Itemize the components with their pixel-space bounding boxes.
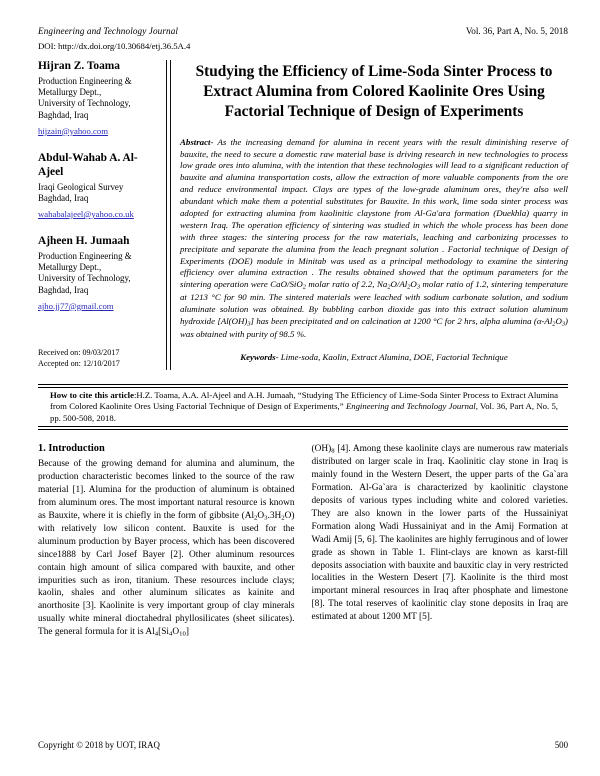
title-abstract-column — [180, 60, 568, 370]
intro-paragraph-left: Because of the growing demand for alumina and aluminum, the production characteristic becomes linked to the source of the raw material [1]. Alumina for the production of aluminum is obtained from aluminum ores. The most important natural resource is known as Bauxite, where it is chiefly in the form of gibbsite $(Al_2O_3.3H_2O)$ with relatively low silicon content. Bauxite is used for the aluminum production by Bayer process, which has been discovered since1888 by Carl Josef Bayer [2]. Other aluminum resources contain high amount of silica compared with bauxite, and other impurities such as iron, titanium. These resources include clays; kaolin, shales and other aluminum silicates as kainite and anorthosite [3]. Kaolinite is very important group of clay minerals usually white mineral dioctahedral phyllosilicates (sheet silicates). The general formula for it is $Al_4[Si_4O_{10}]$ — [38, 459, 295, 638]
cite-body: :H.Z. Toama, A.A. Al-Ajeel and A.H. Jumaah, “Studying The Efficiency of Lime-Soda Sinter Process to Extract Alumina from Colored Kaolinite Ores Using Factorial Technique of Design of Experiments,” — [50, 389, 558, 412]
volume-info: Vol. 36, Part A, No. 5, 2018 — [465, 26, 568, 36]
column-right — [312, 443, 569, 639]
intro-paragraph-right: $(OH)_8$ [4]. Among these kaolinite clays are numerous raw materials distributed on larger scale in Iraq. Kaolinitic clay stone in Iraq is mainly found in the Western Desert, the upper parts of the Ga`ara Formation. Al-Ga`ara is characterized by kaolinitic claystone deposits of various types including white and colored varieties. They are also known in the lower parts of the Hussainiyat Formation along Wadi Hussainiyat and in the Amij Formation at Wadi Amij [5, 6]. The kaolinites are highly ferruginous and of lower grade as shown in Table 1. Flint-clays are known as karst-fill deposits association with bauxite and bauxitic clay in very restricted localities in the Western Desert [7]. Kaolinite is the third most important mineral resources in Iraq after phosphate and limestone [8]. The total reserves of kaolinitic clay stone deposits in Iraq are estimated at about 1200 MT [5]. — [311, 444, 568, 623]
author-name: Abdul-Wahab A. Al-Ajeel — [38, 151, 138, 178]
affiliation-line: Baghdad, Iraq — [38, 284, 89, 295]
affiliation-line: Metallurgy Dept., — [38, 87, 102, 98]
affiliation-line: University of Technology, — [38, 273, 131, 284]
author-entry — [38, 235, 158, 314]
author-affiliation — [38, 251, 158, 296]
keywords-text: - Lime-soda, Kaolin, Extract Alumina, DOE, Factorial Technique — [275, 351, 508, 362]
vertical-divider — [166, 60, 171, 370]
affiliation-line: Production Engineering & — [38, 250, 132, 261]
section-heading-introduction: 1. Introduction — [38, 443, 105, 455]
affiliation-line: Production Engineering & — [38, 75, 132, 86]
running-head — [38, 26, 568, 36]
received-date: Received on: 09/03/2017 — [38, 347, 120, 357]
author-email-link[interactable]: wahabalajeel@yahoo.co.uk — [38, 209, 134, 220]
body-columns — [38, 443, 568, 639]
affiliation-line: Iraqi Geological Survey — [38, 181, 124, 192]
author-entry — [38, 152, 158, 222]
author-email-link[interactable]: hijzain@yahoo.com — [38, 125, 109, 136]
submission-dates — [38, 348, 158, 370]
cite-tail: , Vol. 36, Part A, No. 5, pp. 500-508, 2018. — [50, 401, 558, 423]
page-number: 500 — [554, 740, 568, 750]
page-footer — [38, 740, 568, 750]
author-affiliation — [38, 182, 158, 204]
cite-journal: Engineering and Technology Journal — [345, 401, 476, 412]
keywords-label: Keywords — [240, 351, 276, 362]
author-email-link[interactable]: ajho.jj77@gmail.com — [38, 300, 114, 311]
accepted-date: Accepted on: 12/10/2017 — [38, 358, 120, 368]
how-to-cite-box — [38, 384, 568, 430]
affiliation-line: Baghdad, Iraq — [38, 109, 89, 120]
affiliation-line: University of Technology, — [38, 98, 131, 109]
copyright-text: Copyright © 2018 by UOT, IRAQ — [38, 740, 160, 750]
affiliation-line: Metallurgy Dept., — [38, 262, 102, 273]
author-affiliation — [38, 76, 158, 121]
abstract-text: - As the increasing demand for alumina in recent years with the result diminishing reserve of bauxite, the need to secure a domestic raw material base is driving research in new technologies to process low grade ores into alumina, with the intention that these technologies will lead to a significant reduction of bauxite and alumina transportation costs, allow the extraction of more valuable components from the ore and reduce environmental impact. Clays are types of the low-grade aluminum ores, they're also well abundant which make them a potential substitutes for Bauxite. In this work, lime soda sinter process was adopted for extracting alumina from kaolinitic claystone from Al-Ga'ara formation (Duekhla) quarry in western Iraq. The operation efficiency of sintering was studied in which the whole process has been done with three stages: the sintering process for the raw materials, leaching and carbonizing processes to precipitate and separate the alumina from the leach pregnant solution . Factorial technique of Design of Experiments (DOE) module in Minitab was used as a principal methodology to examine the sintering efficiency over alumina extraction . The results obtained showed that the optimum parameters for the sintering operation were CaO/SiO$_2$ molar ratio of 2.2, $Na_2O/Al_2O_3$ molar ratio of 1.2, sintering temperature at 1213 °C for 90 min. The sintered materials were leached with sodium carbonate solution, and sodium aluminate solution was obtained. By bubbling carbon dioxide gas into this extract solution aluminum hydroxide $[Al(OH)_3]$ has been precipitated and on calcination at 1200 °C for 2 hrs, alpha alumina $(\alpha-Al_2O_3)$ was obtained with purity of 98.5 %. — [180, 136, 568, 339]
abstract-block — [180, 137, 568, 341]
keywords-block — [180, 352, 568, 362]
citation-text — [42, 388, 564, 426]
author-name: Ajheen H. Jumaah — [38, 235, 130, 248]
cite-label: How to cite this article — [50, 389, 134, 400]
affiliation-line: Baghdad, Iraq — [38, 192, 89, 203]
abstract-label: Abstract — [180, 136, 211, 147]
header-block — [38, 60, 568, 370]
doi-line[interactable]: DOI: http://dx.doi.org/10.30684/etj.36.5A.4 — [38, 41, 191, 51]
author-name: Hijran Z. Toama — [38, 60, 120, 72]
column-left — [38, 443, 295, 639]
paper-title: Studying the Efficiency of Lime-Soda Sinter Process to Extract Alumina from Colored Kaolinite Ores Using Factorial Technique of Design of Experiments — [195, 63, 553, 120]
journal-name: Engineering and Technology Journal — [38, 26, 179, 36]
author-entry — [38, 60, 158, 139]
author-sidebar — [38, 60, 166, 370]
